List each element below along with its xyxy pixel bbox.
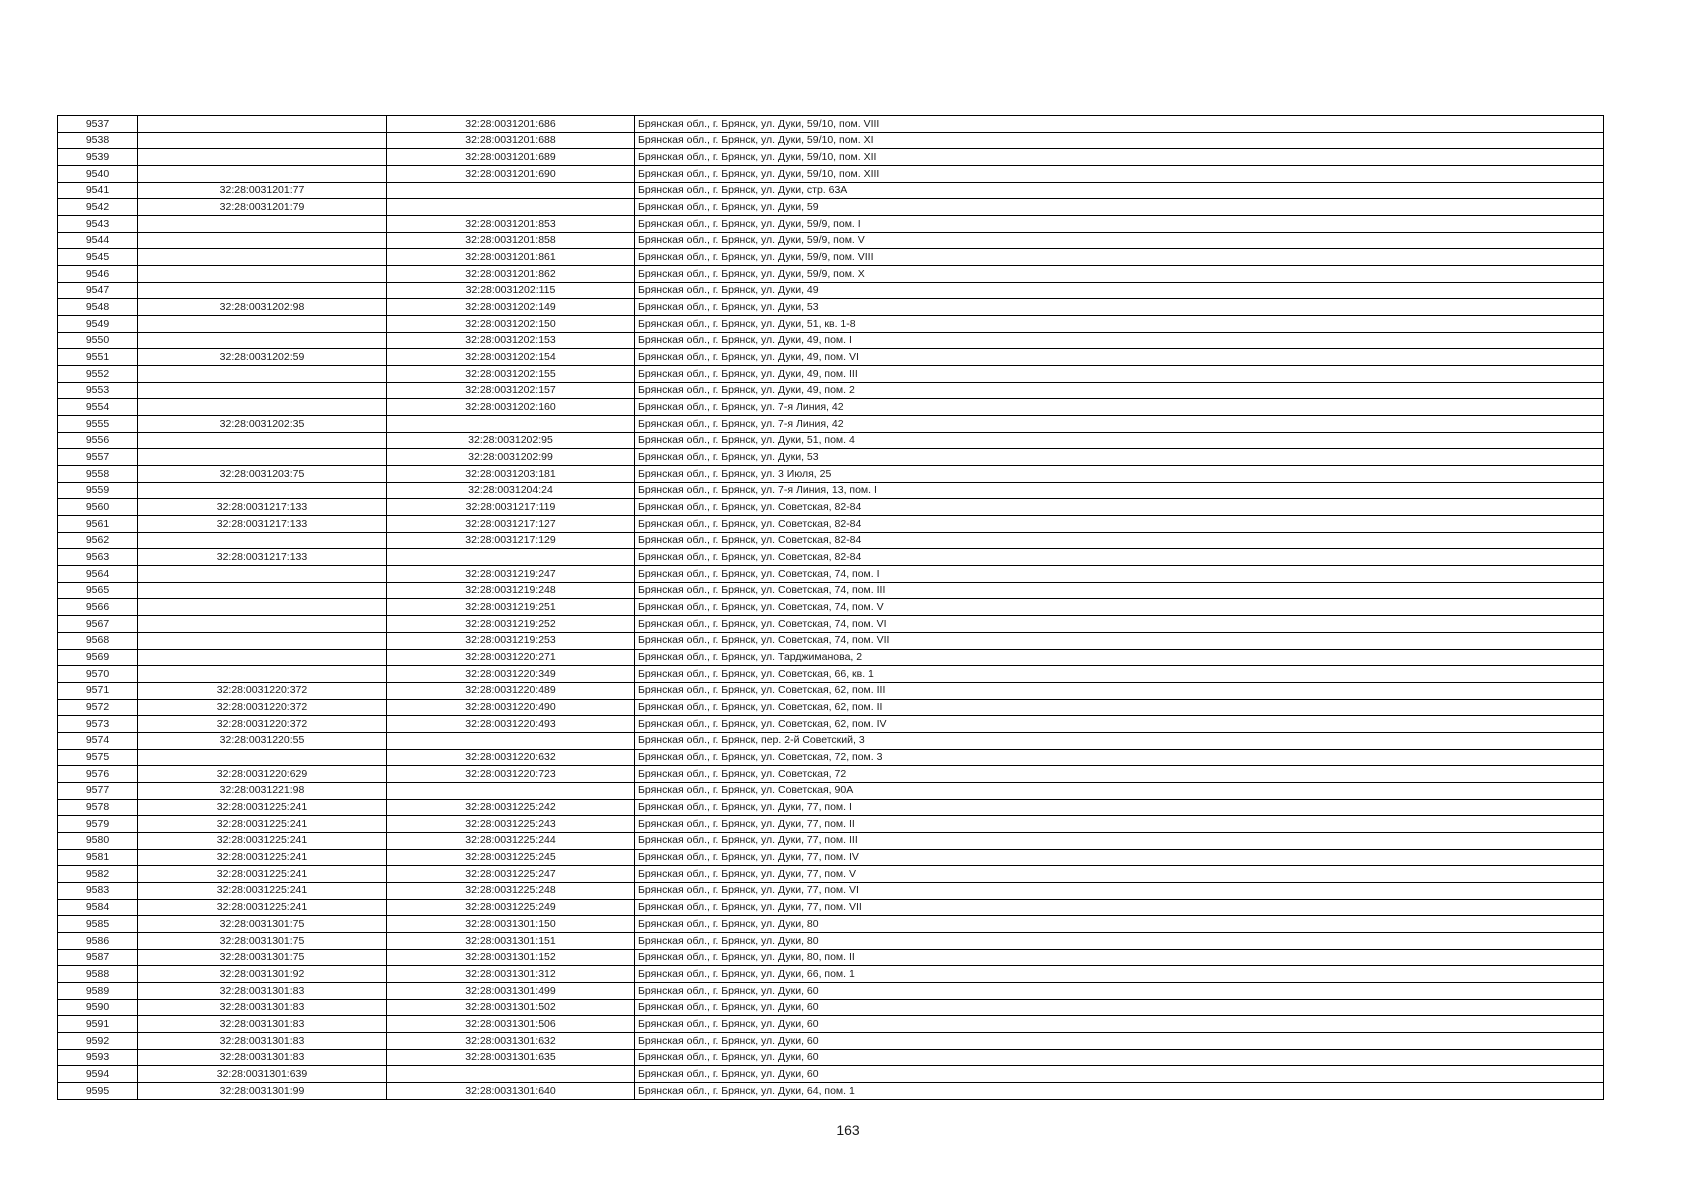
table-row <box>58 499 1604 516</box>
table-row <box>58 432 1604 449</box>
object-cadastral-number-cell: 32:28:0031220:490 <box>387 699 635 716</box>
address-cell: Брянская обл., г. Брянск, ул. Дуки, 60 <box>635 1049 1604 1066</box>
row-number-cell: 9565 <box>58 582 138 599</box>
table-row <box>58 799 1604 816</box>
table-row <box>58 366 1604 383</box>
land-cadastral-number-cell <box>138 482 387 499</box>
object-cadastral-number-cell: 32:28:0031202:160 <box>387 399 635 416</box>
object-cadastral-number-cell <box>387 416 635 433</box>
address-cell: Брянская обл., г. Брянск, ул. Дуки, 60 <box>635 1016 1604 1033</box>
object-cadastral-number-cell: 32:28:0031217:129 <box>387 532 635 549</box>
table-row <box>58 532 1604 549</box>
table-row <box>58 416 1604 433</box>
object-cadastral-number-cell: 32:28:0031225:249 <box>387 899 635 916</box>
row-number-cell: 9587 <box>58 949 138 966</box>
object-cadastral-number-cell: 32:28:0031202:149 <box>387 299 635 316</box>
address-cell: Брянская обл., г. Брянск, ул. Дуки, 59/10, пом. XII <box>635 149 1604 166</box>
address-cell: Брянская обл., г. Брянск, ул. Дуки, 49 <box>635 282 1604 299</box>
object-cadastral-number-cell: 32:28:0031201:858 <box>387 232 635 249</box>
table-row <box>58 816 1604 833</box>
land-cadastral-number-cell: 32:28:0031301:75 <box>138 949 387 966</box>
table-row <box>58 782 1604 799</box>
land-cadastral-number-cell: 32:28:0031301:83 <box>138 1016 387 1033</box>
land-cadastral-number-cell <box>138 316 387 333</box>
land-cadastral-number-cell <box>138 282 387 299</box>
row-number-cell: 9566 <box>58 599 138 616</box>
land-cadastral-number-cell <box>138 599 387 616</box>
address-cell: Брянская обл., г. Брянск, ул. Советская, 72 <box>635 766 1604 783</box>
land-cadastral-number-cell <box>138 232 387 249</box>
object-cadastral-number-cell: 32:28:0031202:157 <box>387 382 635 399</box>
table-row <box>58 199 1604 216</box>
row-number-cell: 9561 <box>58 516 138 533</box>
object-cadastral-number-cell: 32:28:0031301:640 <box>387 1082 635 1099</box>
address-cell: Брянская обл., г. Брянск, ул. Дуки, 60 <box>635 982 1604 999</box>
row-number-cell: 9541 <box>58 182 138 199</box>
land-cadastral-number-cell: 32:28:0031220:372 <box>138 699 387 716</box>
table-row <box>58 399 1604 416</box>
land-cadastral-number-cell <box>138 582 387 599</box>
row-number-cell: 9581 <box>58 849 138 866</box>
address-cell: Брянская обл., г. Брянск, ул. Советская, 66, кв. 1 <box>635 666 1604 683</box>
row-number-cell: 9544 <box>58 232 138 249</box>
row-number-cell: 9580 <box>58 832 138 849</box>
land-cadastral-number-cell: 32:28:0031220:55 <box>138 732 387 749</box>
address-cell: Брянская обл., г. Брянск, ул. Дуки, 64, пом. 1 <box>635 1082 1604 1099</box>
row-number-cell: 9545 <box>58 249 138 266</box>
address-cell: Брянская обл., г. Брянск, ул. Советская, 90А <box>635 782 1604 799</box>
object-cadastral-number-cell: 32:28:0031201:853 <box>387 216 635 233</box>
row-number-cell: 9592 <box>58 1032 138 1049</box>
object-cadastral-number-cell: 32:28:0031201:688 <box>387 132 635 149</box>
table-row <box>58 899 1604 916</box>
address-cell: Брянская обл., г. Брянск, ул. Советская, 82-84 <box>635 532 1604 549</box>
registry-table-body <box>58 116 1604 1100</box>
row-number-cell: 9564 <box>58 566 138 583</box>
row-number-cell: 9593 <box>58 1049 138 1066</box>
table-row <box>58 1066 1604 1083</box>
land-cadastral-number-cell <box>138 666 387 683</box>
table-row <box>58 599 1604 616</box>
object-cadastral-number-cell: 32:28:0031201:686 <box>387 116 635 133</box>
object-cadastral-number-cell: 32:28:0031219:248 <box>387 582 635 599</box>
address-cell: Брянская обл., г. Брянск, ул. Дуки, 80 <box>635 916 1604 933</box>
object-cadastral-number-cell: 32:28:0031225:244 <box>387 832 635 849</box>
object-cadastral-number-cell <box>387 732 635 749</box>
land-cadastral-number-cell: 32:28:0031225:241 <box>138 899 387 916</box>
table-row <box>58 632 1604 649</box>
row-number-cell: 9542 <box>58 199 138 216</box>
row-number-cell: 9552 <box>58 366 138 383</box>
row-number-cell: 9575 <box>58 749 138 766</box>
row-number-cell: 9572 <box>58 699 138 716</box>
table-row <box>58 849 1604 866</box>
object-cadastral-number-cell: 32:28:0031201:690 <box>387 166 635 183</box>
table-row <box>58 566 1604 583</box>
address-cell: Брянская обл., г. Брянск, ул. Дуки, 59/9, пом. X <box>635 266 1604 283</box>
land-cadastral-number-cell: 32:28:0031201:77 <box>138 182 387 199</box>
table-row <box>58 482 1604 499</box>
object-cadastral-number-cell: 32:28:0031202:115 <box>387 282 635 299</box>
table-row <box>58 916 1604 933</box>
address-cell: Брянская обл., г. Брянск, ул. Дуки, 66, пом. 1 <box>635 966 1604 983</box>
object-cadastral-number-cell: 32:28:0031225:248 <box>387 882 635 899</box>
object-cadastral-number-cell: 32:28:0031301:312 <box>387 966 635 983</box>
object-cadastral-number-cell: 32:28:0031201:862 <box>387 266 635 283</box>
land-cadastral-number-cell: 32:28:0031301:83 <box>138 999 387 1016</box>
land-cadastral-number-cell <box>138 449 387 466</box>
table-row <box>58 232 1604 249</box>
address-cell: Брянская обл., г. Брянск, ул. Советская, 74, пом. III <box>635 582 1604 599</box>
address-cell: Брянская обл., г. Брянск, ул. Советская, 62, пом. II <box>635 699 1604 716</box>
address-cell: Брянская обл., г. Брянск, пер. 2-й Советский, 3 <box>635 732 1604 749</box>
land-cadastral-number-cell: 32:28:0031225:241 <box>138 849 387 866</box>
table-row <box>58 866 1604 883</box>
address-cell: Брянская обл., г. Брянск, ул. 7-я Линия, 42 <box>635 399 1604 416</box>
address-cell: Брянская обл., г. Брянск, ул. Дуки, 60 <box>635 1032 1604 1049</box>
page-number: 163 <box>836 1122 860 1138</box>
row-number-cell: 9554 <box>58 399 138 416</box>
object-cadastral-number-cell: 32:28:0031202:99 <box>387 449 635 466</box>
table-row <box>58 732 1604 749</box>
row-number-cell: 9570 <box>58 666 138 683</box>
row-number-cell: 9567 <box>58 616 138 633</box>
row-number-cell: 9590 <box>58 999 138 1016</box>
land-cadastral-number-cell: 32:28:0031301:75 <box>138 916 387 933</box>
address-cell: Брянская обл., г. Брянск, ул. Дуки, 60 <box>635 1066 1604 1083</box>
land-cadastral-number-cell <box>138 382 387 399</box>
land-cadastral-number-cell <box>138 132 387 149</box>
object-cadastral-number-cell: 32:28:0031203:181 <box>387 466 635 483</box>
land-cadastral-number-cell: 32:28:0031225:241 <box>138 866 387 883</box>
object-cadastral-number-cell: 32:28:0031220:349 <box>387 666 635 683</box>
object-cadastral-number-cell: 32:28:0031202:95 <box>387 432 635 449</box>
land-cadastral-number-cell: 32:28:0031225:241 <box>138 882 387 899</box>
table-row <box>58 266 1604 283</box>
address-cell: Брянская обл., г. Брянск, ул. Дуки, 59/9, пом. VIII <box>635 249 1604 266</box>
table-row <box>58 516 1604 533</box>
object-cadastral-number-cell <box>387 549 635 566</box>
row-number-cell: 9548 <box>58 299 138 316</box>
address-cell: Брянская обл., г. Брянск, ул. Дуки, 77, пом. VI <box>635 882 1604 899</box>
row-number-cell: 9556 <box>58 432 138 449</box>
address-cell: Брянская обл., г. Брянск, ул. Советская, 74, пом. I <box>635 566 1604 583</box>
land-cadastral-number-cell <box>138 366 387 383</box>
row-number-cell: 9582 <box>58 866 138 883</box>
row-number-cell: 9568 <box>58 632 138 649</box>
address-cell: Брянская обл., г. Брянск, ул. Дуки, 59/10, пом. XI <box>635 132 1604 149</box>
row-number-cell: 9559 <box>58 482 138 499</box>
address-cell: Брянская обл., г. Брянск, ул. Дуки, 49, пом. I <box>635 332 1604 349</box>
land-cadastral-number-cell: 32:28:0031301:92 <box>138 966 387 983</box>
address-cell: Брянская обл., г. Брянск, ул. Дуки, стр. 63А <box>635 182 1604 199</box>
row-number-cell: 9551 <box>58 349 138 366</box>
object-cadastral-number-cell: 32:28:0031301:499 <box>387 982 635 999</box>
table-row <box>58 1082 1604 1099</box>
object-cadastral-number-cell: 32:28:0031217:127 <box>387 516 635 533</box>
row-number-cell: 9547 <box>58 282 138 299</box>
object-cadastral-number-cell: 32:28:0031301:502 <box>387 999 635 1016</box>
land-cadastral-number-cell: 32:28:0031221:98 <box>138 782 387 799</box>
row-number-cell: 9576 <box>58 766 138 783</box>
land-cadastral-number-cell: 32:28:0031202:98 <box>138 299 387 316</box>
row-number-cell: 9560 <box>58 499 138 516</box>
object-cadastral-number-cell: 32:28:0031225:245 <box>387 849 635 866</box>
land-cadastral-number-cell <box>138 632 387 649</box>
table-row <box>58 932 1604 949</box>
table-row <box>58 316 1604 333</box>
row-number-cell: 9585 <box>58 916 138 933</box>
table-row <box>58 716 1604 733</box>
object-cadastral-number-cell: 32:28:0031220:493 <box>387 716 635 733</box>
address-cell: Брянская обл., г. Брянск, ул. Советская, 62, пом. III <box>635 682 1604 699</box>
row-number-cell: 9549 <box>58 316 138 333</box>
row-number-cell: 9538 <box>58 132 138 149</box>
address-cell: Брянская обл., г. Брянск, ул. Дуки, 60 <box>635 999 1604 1016</box>
land-cadastral-number-cell: 32:28:0031301:639 <box>138 1066 387 1083</box>
row-number-cell: 9569 <box>58 649 138 666</box>
row-number-cell: 9557 <box>58 449 138 466</box>
object-cadastral-number-cell: 32:28:0031202:154 <box>387 349 635 366</box>
address-cell: Брянская обл., г. Брянск, ул. 3 Июля, 25 <box>635 466 1604 483</box>
land-cadastral-number-cell: 32:28:0031220:629 <box>138 766 387 783</box>
object-cadastral-number-cell: 32:28:0031220:489 <box>387 682 635 699</box>
table-row <box>58 649 1604 666</box>
row-number-cell: 9543 <box>58 216 138 233</box>
address-cell: Брянская обл., г. Брянск, ул. Дуки, 53 <box>635 299 1604 316</box>
row-number-cell: 9579 <box>58 816 138 833</box>
table-row <box>58 249 1604 266</box>
object-cadastral-number-cell: 32:28:0031219:247 <box>387 566 635 583</box>
row-number-cell: 9537 <box>58 116 138 133</box>
land-cadastral-number-cell: 32:28:0031220:372 <box>138 682 387 699</box>
table-row <box>58 166 1604 183</box>
object-cadastral-number-cell <box>387 182 635 199</box>
object-cadastral-number-cell: 32:28:0031301:151 <box>387 932 635 949</box>
address-cell: Брянская обл., г. Брянск, ул. Дуки, 77, пом. II <box>635 816 1604 833</box>
row-number-cell: 9546 <box>58 266 138 283</box>
object-cadastral-number-cell: 32:28:0031202:150 <box>387 316 635 333</box>
table-row <box>58 582 1604 599</box>
land-cadastral-number-cell: 32:28:0031201:79 <box>138 199 387 216</box>
table-row <box>58 466 1604 483</box>
row-number-cell: 9589 <box>58 982 138 999</box>
land-cadastral-number-cell <box>138 432 387 449</box>
address-cell: Брянская обл., г. Брянск, ул. Дуки, 59/9, пом. V <box>635 232 1604 249</box>
address-cell: Брянская обл., г. Брянск, ул. Дуки, 77, пом. V <box>635 866 1604 883</box>
table-row <box>58 1032 1604 1049</box>
object-cadastral-number-cell: 32:28:0031225:242 <box>387 799 635 816</box>
object-cadastral-number-cell: 32:28:0031202:153 <box>387 332 635 349</box>
table-row <box>58 682 1604 699</box>
land-cadastral-number-cell <box>138 399 387 416</box>
row-number-cell: 9583 <box>58 882 138 899</box>
table-row <box>58 216 1604 233</box>
land-cadastral-number-cell <box>138 332 387 349</box>
object-cadastral-number-cell: 32:28:0031225:243 <box>387 816 635 833</box>
table-row <box>58 299 1604 316</box>
table-row <box>58 882 1604 899</box>
table-row <box>58 1016 1604 1033</box>
object-cadastral-number-cell: 32:28:0031301:506 <box>387 1016 635 1033</box>
land-cadastral-number-cell: 32:28:0031203:75 <box>138 466 387 483</box>
object-cadastral-number-cell: 32:28:0031204:24 <box>387 482 635 499</box>
table-row <box>58 966 1604 983</box>
table-row <box>58 982 1604 999</box>
land-cadastral-number-cell <box>138 749 387 766</box>
address-cell: Брянская обл., г. Брянск, ул. Дуки, 77, пом. I <box>635 799 1604 816</box>
land-cadastral-number-cell: 32:28:0031217:133 <box>138 516 387 533</box>
address-cell: Брянская обл., г. Брянск, ул. Советская, 82-84 <box>635 499 1604 516</box>
table-row <box>58 349 1604 366</box>
land-cadastral-number-cell: 32:28:0031225:241 <box>138 832 387 849</box>
land-cadastral-number-cell: 32:28:0031217:133 <box>138 499 387 516</box>
table-row <box>58 132 1604 149</box>
row-number-cell: 9588 <box>58 966 138 983</box>
row-number-cell: 9555 <box>58 416 138 433</box>
address-cell: Брянская обл., г. Брянск, ул. Дуки, 49, пом. 2 <box>635 382 1604 399</box>
address-cell: Брянская обл., г. Брянск, ул. Советская, 74, пом. VII <box>635 632 1604 649</box>
row-number-cell: 9584 <box>58 899 138 916</box>
address-cell: Брянская обл., г. Брянск, ул. Дуки, 51, кв. 1-8 <box>635 316 1604 333</box>
object-cadastral-number-cell <box>387 199 635 216</box>
land-cadastral-number-cell <box>138 532 387 549</box>
table-row <box>58 999 1604 1016</box>
table-row <box>58 749 1604 766</box>
object-cadastral-number-cell: 32:28:0031219:253 <box>387 632 635 649</box>
object-cadastral-number-cell: 32:28:0031220:271 <box>387 649 635 666</box>
address-cell: Брянская обл., г. Брянск, ул. Дуки, 80 <box>635 932 1604 949</box>
address-cell: Брянская обл., г. Брянск, ул. Дуки, 59/10, пом. XIII <box>635 166 1604 183</box>
address-cell: Брянская обл., г. Брянск, ул. Дуки, 51, пом. 4 <box>635 432 1604 449</box>
land-cadastral-number-cell <box>138 166 387 183</box>
address-cell: Брянская обл., г. Брянск, ул. Советская, 72, пом. 3 <box>635 749 1604 766</box>
address-cell: Брянская обл., г. Брянск, ул. Тарджиманова, 2 <box>635 649 1604 666</box>
table-row <box>58 332 1604 349</box>
land-cadastral-number-cell: 32:28:0031217:133 <box>138 549 387 566</box>
row-number-cell: 9578 <box>58 799 138 816</box>
land-cadastral-number-cell: 32:28:0031220:372 <box>138 716 387 733</box>
row-number-cell: 9540 <box>58 166 138 183</box>
object-cadastral-number-cell: 32:28:0031201:861 <box>387 249 635 266</box>
land-cadastral-number-cell: 32:28:0031301:83 <box>138 1032 387 1049</box>
object-cadastral-number-cell: 32:28:0031201:689 <box>387 149 635 166</box>
table-row <box>58 282 1604 299</box>
land-cadastral-number-cell: 32:28:0031202:59 <box>138 349 387 366</box>
object-cadastral-number-cell <box>387 782 635 799</box>
address-cell: Брянская обл., г. Брянск, ул. Советская, 62, пом. IV <box>635 716 1604 733</box>
row-number-cell: 9553 <box>58 382 138 399</box>
land-cadastral-number-cell: 32:28:0031202:35 <box>138 416 387 433</box>
land-cadastral-number-cell <box>138 216 387 233</box>
row-number-cell: 9595 <box>58 1082 138 1099</box>
row-number-cell: 9574 <box>58 732 138 749</box>
table-row <box>58 449 1604 466</box>
row-number-cell: 9558 <box>58 466 138 483</box>
address-cell: Брянская обл., г. Брянск, ул. Дуки, 77, пом. VII <box>635 899 1604 916</box>
table-row <box>58 766 1604 783</box>
land-cadastral-number-cell <box>138 116 387 133</box>
row-number-cell: 9539 <box>58 149 138 166</box>
address-cell: Брянская обл., г. Брянск, ул. Дуки, 59/9, пом. I <box>635 216 1604 233</box>
land-cadastral-number-cell: 32:28:0031301:83 <box>138 982 387 999</box>
land-cadastral-number-cell <box>138 149 387 166</box>
object-cadastral-number-cell: 32:28:0031225:247 <box>387 866 635 883</box>
object-cadastral-number-cell: 32:28:0031301:150 <box>387 916 635 933</box>
table-row <box>58 182 1604 199</box>
address-cell: Брянская обл., г. Брянск, ул. Дуки, 77, пом. IV <box>635 849 1604 866</box>
land-cadastral-number-cell: 32:28:0031225:241 <box>138 816 387 833</box>
object-cadastral-number-cell: 32:28:0031220:723 <box>387 766 635 783</box>
row-number-cell: 9577 <box>58 782 138 799</box>
row-number-cell: 9550 <box>58 332 138 349</box>
address-cell: Брянская обл., г. Брянск, ул. Дуки, 49, пом. VI <box>635 349 1604 366</box>
address-cell: Брянская обл., г. Брянск, ул. Дуки, 59 <box>635 199 1604 216</box>
land-cadastral-number-cell <box>138 249 387 266</box>
address-cell: Брянская обл., г. Брянск, ул. Советская, 82-84 <box>635 549 1604 566</box>
row-number-cell: 9591 <box>58 1016 138 1033</box>
object-cadastral-number-cell: 32:28:0031219:252 <box>387 616 635 633</box>
object-cadastral-number-cell: 32:28:0031301:635 <box>387 1049 635 1066</box>
land-cadastral-number-cell: 32:28:0031301:83 <box>138 1049 387 1066</box>
table-row <box>58 1049 1604 1066</box>
table-row <box>58 116 1604 133</box>
table-row <box>58 549 1604 566</box>
address-cell: Брянская обл., г. Брянск, ул. 7-я Линия, 13, пом. I <box>635 482 1604 499</box>
table-row <box>58 666 1604 683</box>
object-cadastral-number-cell: 32:28:0031301:632 <box>387 1032 635 1049</box>
object-cadastral-number-cell: 32:28:0031220:632 <box>387 749 635 766</box>
object-cadastral-number-cell: 32:28:0031202:155 <box>387 366 635 383</box>
object-cadastral-number-cell <box>387 1066 635 1083</box>
land-cadastral-number-cell <box>138 266 387 283</box>
address-cell: Брянская обл., г. Брянск, ул. 7-я Линия, 42 <box>635 416 1604 433</box>
address-cell: Брянская обл., г. Брянск, ул. Дуки, 53 <box>635 449 1604 466</box>
table-row <box>58 699 1604 716</box>
address-cell: Брянская обл., г. Брянск, ул. Дуки, 49, пом. III <box>635 366 1604 383</box>
address-cell: Брянская обл., г. Брянск, ул. Дуки, 77, пом. III <box>635 832 1604 849</box>
row-number-cell: 9586 <box>58 932 138 949</box>
row-number-cell: 9562 <box>58 532 138 549</box>
land-cadastral-number-cell <box>138 649 387 666</box>
land-cadastral-number-cell <box>138 616 387 633</box>
table-row <box>58 382 1604 399</box>
table-row <box>58 832 1604 849</box>
row-number-cell: 9563 <box>58 549 138 566</box>
table-row <box>58 949 1604 966</box>
address-cell: Брянская обл., г. Брянск, ул. Советская, 74, пом. V <box>635 599 1604 616</box>
address-cell: Брянская обл., г. Брянск, ул. Советская, 74, пом. VI <box>635 616 1604 633</box>
table-row <box>58 149 1604 166</box>
table-row <box>58 616 1604 633</box>
address-cell: Брянская обл., г. Брянск, ул. Дуки, 59/10, пом. VIII <box>635 116 1604 133</box>
address-cell: Брянская обл., г. Брянск, ул. Дуки, 80, пом. II <box>635 949 1604 966</box>
address-cell: Брянская обл., г. Брянск, ул. Советская, 82-84 <box>635 516 1604 533</box>
land-cadastral-number-cell <box>138 566 387 583</box>
row-number-cell: 9594 <box>58 1066 138 1083</box>
row-number-cell: 9571 <box>58 682 138 699</box>
land-cadastral-number-cell: 32:28:0031301:75 <box>138 932 387 949</box>
land-cadastral-number-cell: 32:28:0031225:241 <box>138 799 387 816</box>
object-cadastral-number-cell: 32:28:0031301:152 <box>387 949 635 966</box>
object-cadastral-number-cell: 32:28:0031219:251 <box>387 599 635 616</box>
land-cadastral-number-cell: 32:28:0031301:99 <box>138 1082 387 1099</box>
row-number-cell: 9573 <box>58 716 138 733</box>
object-cadastral-number-cell: 32:28:0031217:119 <box>387 499 635 516</box>
registry-table <box>57 115 1604 1100</box>
